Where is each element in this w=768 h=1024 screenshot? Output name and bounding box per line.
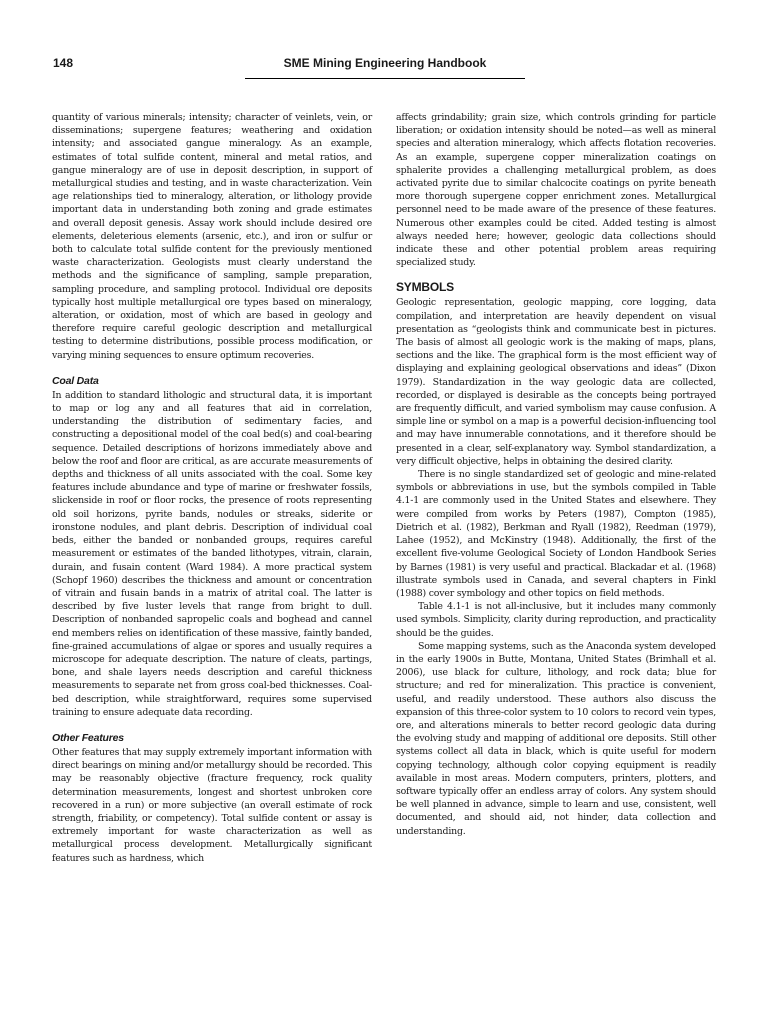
page-number: 148	[53, 56, 74, 70]
running-head-title: SME Mining Engineering Handbook	[283, 56, 487, 70]
other-features-heading: Other Features	[52, 731, 124, 744]
left-column	[52, 111, 372, 865]
continuation-paragraph: affects grindability; grain size, which controls grinding for particle liberation; or oxidation intensity should be noted—as well as mineral species and alteration mineralogy, which affects flotation recoveries. As an example, supergene copper mineralization coatings on sphalerite provides a challenging metallurgical problem, as does activated pyrite due to similar chalcocite coatings on pyrite beneath more thorough supergene copper enrichment zones. Metallurgical personnel need to be made aware of the presence of these features. Numerous other examples could be cited. Added testing is almost always needed here; however, geologic data collections should indicate these and other potential problem areas requiring specialized study.	[396, 112, 716, 269]
symbols-paragraph-4: Some mapping systems, such as the Anaconda system developed in the early 1900s in Butte, Montana, United States (Brimhall et al. 2006), use black for culture, lithology, and rock data; blue for structure; and red for mineralization. This practice is convenient, useful, and readily understood. These authors also discuss the expansion of this three-color system to 10 colors to record vein types, ore, and alterations minerals to better record geologic data during the evolving study and mapping of additional ore deposits. Still other systems collect all data in black, which is quite useful for modern copying technology, although color copying equipment is readily available in most areas. Modern computers, printers, plotters, and software typically offer an endless array of colors. Any system should be well planned in advance, simple to learn and use, consistent, well documented, and should aid, not hinder, data collection and understanding.	[396, 640, 716, 837]
symbols-paragraph-3: Table 4.1-1 is not all-inclusive, but it includes many commonly used symbols. Simplicity, clarity during reproduction, and practicality should be the guides.	[396, 601, 716, 639]
symbols-paragraph-1: Geologic representation, geologic mapping, core logging, data compilation, and interpretation are heavily dependent on visual presentation as “geologists think and communicate best in pictures. The basis of almost all geologic work is the making of maps, plans, sections and the like. The graphical form is the most efficient way of displaying and explaining geological observations and ideas” (Dixon 1979). Standardization in the way geologic data are collected, recorded, or displayed is desirable as the concepts being portrayed are frequently difficult, and varied symbolism may cause confusion. A simple line or symbol on a map is a powerful decision-influencing tool and may have innumerable connotations, and it therefore should be presented in a clear, self-explanatory way. Symbol standardization, a very difficult objective, helps in obtaining the desired clarity.	[396, 297, 716, 467]
intro-paragraph: quantity of various minerals; intensity; character of veinlets, vein, or disseminations; supergene features; weathering and oxidation intensity; and associated gangue mineralogy. As an example, estimates of total sulfide content, mineral and metal ratios, and gangue mineralogy are of use in deposit description, in support of metallurgical studies and testing, and in waste characterization. Vein age relationships tied to mineralogy, alteration, or lithology provide important data in understanding both zoning and grade estimates and overall deposit genesis. Assay work should include desired ore elements, deleterious elements (arsenic, etc.), and iron or sulfur or both to calculate total sulfide content for the previously mentioned waste characterization. Geologists must clearly understand the methods and the significance of sampling, sample preparation, sampling procedure, and sampling protocol. Individual ore deposits typically host multiple metallurgical ore types based on mineralogy, alteration, or oxidation, most of which are based in geology and therefore require careful geologic description and metallurgical testing to determine distributions, possible process modification, or varying mining sequences to ensure optimum recoveries.	[52, 112, 372, 361]
header-rule	[245, 78, 525, 79]
coal-data-paragraph: In addition to standard lithologic and structural data, it is important to map or log any and all features that aid in correlation, understanding the distribution of sedimentary facies, and constructing a depositional model of the coal bed(s) and coal-bearing sequence. Detailed descriptions of horizons immediately above and below the roof and floor are critical, as are accurate measurements of depths and thickness of all units associated with the coal. Some key features include abundance and type of marine or freshwater fossils, slickenside in roof or floor rocks, the presence of roots representing old soil horizons, pyrite bands, nodules or streaks, siderite or ironstone nodules, and plant debris. Description of individual coal beds, either the banded or nonbanded groups, requires careful measurement or estimates of the banded lithotypes, vitrain, clarain, durain, and fusain content (Ward 1984). A more practical system (Schopf 1960) describes the thickness and amount or concentration of vitrain and fusain bands in a matrix of atrital coal. The latter is described by five luster levels that range from bright to dull. Description of nonbanded sapropelic coals and boghead and cannel end members relies on identification of these massive, faintly banded, fine-grained accumulations of algae or spores and usually requires a microscope for adequate description. The nature of cleats, partings, bone, and shale layers needs description and careful thickness measurements to separate net from gross coal-bed thicknesses. Coal-bed description, while straightforward, requires some supervised training to ensure adequate data recording.	[52, 389, 372, 718]
coal-data-heading: Coal Data	[52, 374, 99, 387]
symbols-heading: SYMBOLS	[396, 280, 454, 295]
symbols-paragraph-2: There is no single standardized set of geologic and mine-related symbols or abbreviations in use, but the symbols compiled in Table 4.1-1 are commonly used in the United States and elsewhere. They were compiled from works by Peters (1987), Compton (1985), Dietrich et al. (1982), Berkman and Ryall (1982), Reedman (1979), Lahee (1952), and McKinstry (1948). Additionally, the first of the excellent five-volume Geological Society of London Handbook Series by Barnes (1981) is very useful and practical. Blackadar et al. (1968) illustrate symbols used in Canada, and several chapters in Finkl (1988) cover symbology and other topics on field methods.	[396, 469, 716, 599]
right-column	[396, 111, 716, 838]
other-features-paragraph: Other features that may supply extremely important information with direct bearings on mining and/or metallurgy should be recorded. This may be reasonably objective (fracture frequency, rock quality determination measurements, longest and shortest unbroken core recovered in a run) or more subjective (an overall estimate of rock strength, friability, or competency). Total sulfide content or assay is extremely important for waste characterization as well as metallurgical process development. Metallurgically significant features such as hardness, which	[52, 746, 372, 864]
